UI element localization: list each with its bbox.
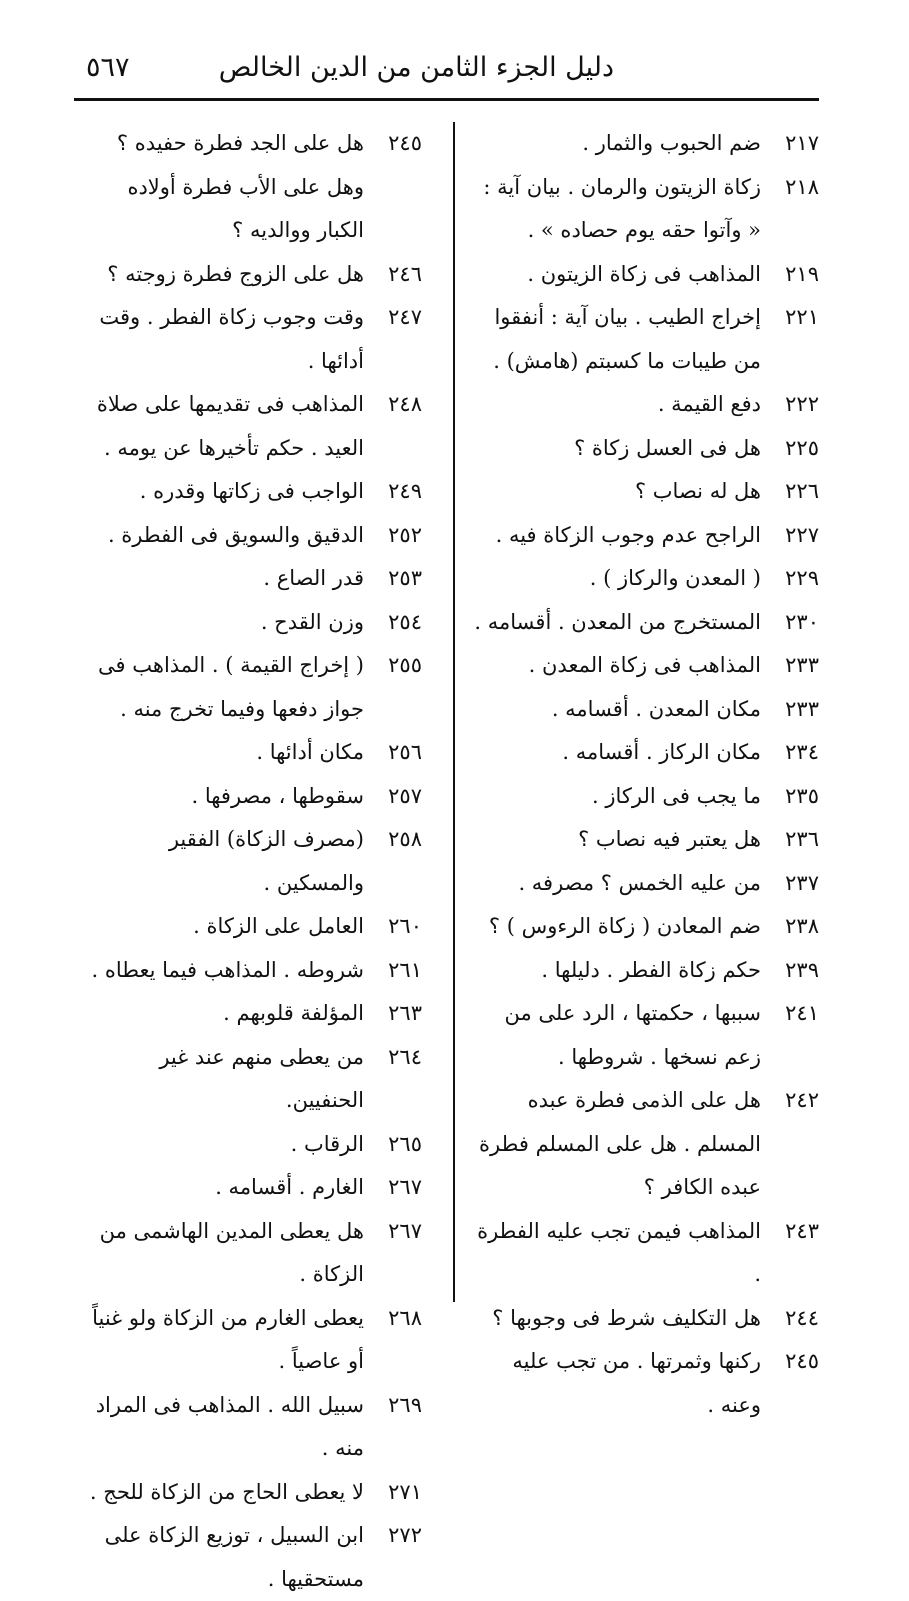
entry-text: قدر الصاع . [263,566,364,590]
index-entry [472,818,819,862]
index-entry [76,775,422,819]
entry-page-number: ٢٤٣ [785,1218,819,1243]
left-column [76,122,422,1591]
entry-text: سببها ، حكمتها ، الرد على من زعم نسخها . شروطها . [504,1001,761,1069]
entry-page-number: ٢٢٩ [785,566,819,590]
entry-page-number: ٢٤٥ [785,1349,819,1373]
entry-page-number: ٢٥٦ [388,740,422,764]
index-entry [472,644,819,688]
entry-text: العامل على الزكاة . [193,914,364,938]
index-entry [76,383,422,470]
entry-page-number: ٢٤٩ [388,479,422,503]
entry-page-number: ٢٧١ [388,1479,422,1504]
entry-text: وزن القدح . [260,609,364,634]
entry-page-number: ٢٣٧ [785,870,819,895]
entry-text: مكان الركاز . أقسامه . [562,740,761,764]
entry-text: المذاهب فى زكاة المعدن . [528,653,761,677]
index-entry [472,514,819,558]
entry-page-number: ٢٥٣ [388,566,422,590]
entry-page-number: ٢٣٣ [785,653,819,677]
entry-page-number: ٢٤٦ [388,261,422,286]
entry-page-number: ٢٣٥ [785,783,819,808]
entry-text: الواجب فى زكاتها وقدره . [139,479,364,503]
page-title: دليل الجزء الثامن من الدين الخالص [218,52,614,83]
entry-page-number: ٢٣٦ [785,827,819,851]
entry-text: ركنها وثمرتها . من تجب عليه وعنه . [512,1349,761,1417]
header-rule [74,98,819,101]
index-entry [472,688,819,732]
entry-text: من عليه الخمس ؟ مصرفه . [518,870,761,895]
entry-page-number: ٢٣٤ [785,740,819,764]
index-entry [76,1384,422,1471]
entry-page-number: ٢٦٧ [388,1218,422,1243]
index-entry [76,296,422,383]
entry-text: إخراج الطيب . بيان آية : أنفقوا من طيبات ما كسبتم (هامش) . [493,305,761,373]
page-header [74,44,819,96]
entry-page-number: ٢٦٥ [388,1131,422,1156]
entry-page-number: ٢٦٠ [388,914,422,938]
entry-text: لا يعطى الحاج من الزكاة للحج . [89,1479,364,1504]
entry-text: يعطى الغارم من الزكاة ولو غنياً أو عاصياً . [92,1305,364,1373]
entry-page-number: ٢٢١ [785,305,819,329]
entry-text: هل فى العسل زكاة ؟ [574,435,761,460]
entry-text: المؤلفة قلوبهم . [223,1001,364,1025]
entry-page-number: ٢١٨ [785,174,819,199]
entry-text: ( المعدن والركاز ) . [589,566,761,590]
entry-text: هل يعتبر فيه نصاب ؟ [578,827,761,851]
index-entry [76,1471,422,1515]
index-entry [472,775,819,819]
index-entry [76,1210,422,1297]
entry-page-number: ٢٢٥ [785,435,819,460]
entry-page-number: ٢٢٢ [785,392,819,416]
index-entry [76,470,422,514]
entry-page-number: ٢٤٥ [388,131,422,155]
entry-page-number: ٢٣٣ [785,696,819,721]
index-entry [472,731,819,775]
entry-text: وقت وجوب زكاة الفطر . وقت أدائها . [99,305,364,373]
entry-page-number: ٢٦١ [388,957,422,982]
index-entry [76,818,422,905]
index-entry [472,296,819,383]
entry-page-number: ٢٤٨ [388,392,422,416]
entry-page-number: ٢٥٨ [388,827,422,851]
entry-text: هل له نصاب ؟ [634,479,761,503]
entry-page-number: ٢٤٤ [785,1305,819,1330]
entry-text: هل على الزوج فطرة زوجته ؟ [107,261,364,286]
index-entry [76,1166,422,1210]
entry-page-number: ٢٦٣ [388,1001,422,1025]
entry-page-number: ٢٢٧ [785,522,819,547]
page-number: ٥٦٧ [86,52,130,83]
index-entry [472,253,819,297]
index-entry [76,905,422,949]
index-entry [76,949,422,993]
entry-page-number: ٢١٩ [785,261,819,286]
entry-page-number: ٢٦٧ [388,1175,422,1199]
entry-page-number: ٢٧٢ [388,1523,422,1547]
index-entry [76,1123,422,1167]
entry-text: المستخرج من المعدن . أقسامه . [474,609,761,634]
entry-text: ابن السبيل ، توزيع الزكاة على مستحقيها . [104,1523,364,1591]
entry-text: هل على الذمى فطرة عبده المسلم . هل على المسلم فطرة عبده الكافر ؟ [479,1088,761,1199]
entry-page-number: ٢٥٥ [388,653,422,677]
index-entry [472,1340,819,1427]
entry-page-number: ٢١٧ [785,131,819,155]
entry-text: من يعطى منهم عند غير الحنفيين. [159,1044,364,1112]
index-entry [472,557,819,601]
index-entry [472,1079,819,1210]
index-entry [472,862,819,906]
entry-page-number: ٢٤٧ [388,305,422,329]
entry-text: ما يجب فى الركاز . [592,783,761,808]
entry-page-number: ٢٣٠ [785,609,819,634]
entry-text: المذاهب فيمن تجب عليه الفطرة . [477,1218,761,1286]
entry-text: دفع القيمة . [657,392,761,416]
index-entry [76,514,422,558]
index-entry [76,644,422,731]
entry-page-number: ٢٥٧ [388,783,422,808]
entry-page-number: ٢٦٩ [388,1392,422,1417]
entry-text: ضم المعادن ( زكاة الرءوس ) ؟ [488,914,761,938]
entry-text: المذاهب فى زكاة الزيتون . [527,261,761,286]
index-entry [76,557,422,601]
entry-text: سبيل الله . المذاهب فى المراد منه . [95,1392,364,1460]
entry-page-number: ٢٥٢ [388,522,422,547]
index-entry [76,731,422,775]
index-entry [472,122,819,166]
entry-text: الراجح عدم وجوب الزكاة فيه . [495,522,761,547]
entry-text: شروطه . المذاهب فيما يعطاه . [91,957,364,982]
entry-text: حكم زكاة الفطر . دليلها . [541,957,761,982]
index-entry [76,122,422,253]
entry-text: الغارم . أقسامه . [215,1175,364,1199]
entry-text: هل على الجد فطرة حفيده ؟ وهل على الأب فطرة أولاده الكبار ووالديه ؟ [116,131,364,242]
index-entry [472,383,819,427]
index-entry [472,601,819,645]
entry-text: زكاة الزيتون والرمان . بيان آية : « وآتوا حقه يوم حصاده » . [483,174,761,242]
index-entry [472,427,819,471]
index-entry [76,1297,422,1384]
entry-text: مكان أدائها . [256,740,364,764]
entry-text: هل التكليف شرط فى وجوبها ؟ [492,1305,761,1330]
entry-page-number: ٢٣٩ [785,957,819,982]
index-entry [76,1036,422,1123]
index-entry [76,601,422,645]
entry-text: الرقاب . [290,1131,364,1156]
entry-page-number: ٢٣٨ [785,914,819,938]
index-entry [472,992,819,1079]
entry-page-number: ٢٤٢ [785,1088,819,1112]
right-column [472,122,819,1417]
entry-text: ( إخراج القيمة ) . المذاهب فى جواز دفعها وفيما تخرج منه . [98,653,364,721]
index-entry [472,949,819,993]
index-entry [76,253,422,297]
entry-text: (مصرف الزكاة) الفقير والمسكين . [168,827,364,895]
entry-page-number: ٢٤١ [785,1001,819,1025]
index-entry [472,470,819,514]
entry-text: سقوطها ، مصرفها . [191,783,364,808]
index-entry [76,992,422,1036]
index-entry [472,1297,819,1341]
entry-page-number: ٢٥٤ [388,609,422,634]
entry-page-number: ٢٦٤ [388,1044,422,1069]
entry-page-number: ٢٦٨ [388,1305,422,1330]
entry-text: الدقيق والسويق فى الفطرة . [107,522,364,547]
entry-text: مكان المعدن . أقسامه . [551,696,761,721]
entry-text: ضم الحبوب والثمار . [582,131,761,155]
entry-text: هل يعطى المدين الهاشمى من الزكاة . [99,1218,364,1286]
index-entry [472,905,819,949]
index-entry [76,1514,422,1601]
entry-text: المذاهب فى تقديمها على صلاة العيد . حكم تأخيرها عن يومه . [96,392,364,460]
entry-page-number: ٢٢٦ [785,479,819,503]
index-entry [472,166,819,253]
column-divider [453,122,455,1302]
index-entry [472,1210,819,1297]
